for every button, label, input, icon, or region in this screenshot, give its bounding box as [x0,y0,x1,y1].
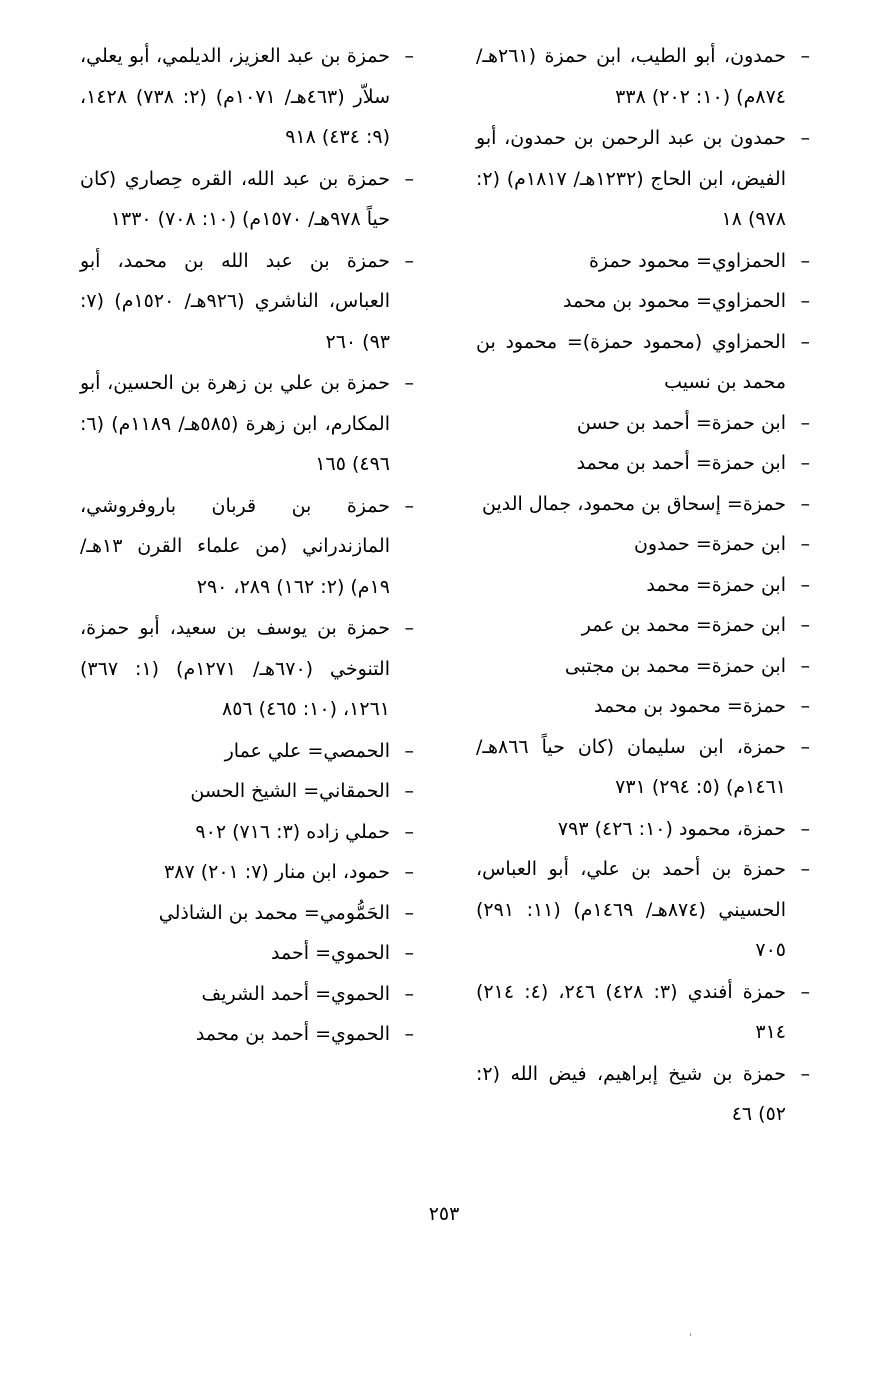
index-entry [80,771,416,812]
entry-dash: – [800,45,810,67]
entry-text: حمدون، أبو الطيب، ابن حمزة (٢٦١هـ/ ٨٧٤م) (١٠: ٢٠٢) ٣٣٨ [476,45,786,108]
entry-text: الحمزاوي= محمود حمزة [589,249,786,272]
index-entry [80,893,416,934]
index-entry [476,443,812,484]
index-entry [476,646,812,687]
entry-dash: – [800,290,810,312]
index-entry [476,849,812,971]
entry-dash: – [800,1062,810,1085]
entry-dash: – [404,780,414,802]
entry-dash: – [404,494,414,517]
entry-text: حمزة بن عبد العزيز، الديلمي، أبو يعلي، سلاّر (٤٦٣هـ/ ١٠٧١م) (٢: ٧٣٨) ١٤٢٨، (٩: ٤٣٤) ٩١٨ [80,45,390,148]
entry-dash: – [800,249,810,272]
entry-text: حمود، ابن منار (٧: ٢٠١) ٣٨٧ [164,861,390,883]
entry-dash: – [404,739,414,762]
entry-text: حمزة بن عبد الله بن محمد، أبو العباس، الناشري (٩٢٦هـ/ ١٥٢٠م) (٧: ٩٣) ٢٦٠ [80,249,390,353]
index-entry [80,1014,416,1055]
index-entry [476,118,812,240]
index-entry [80,486,416,608]
entry-dash: – [800,654,810,677]
entry-text: الحموي= أحمد بن محمد [195,1023,390,1045]
entry-dash: – [404,45,414,67]
entry-text: ابن حمزة= محمد [646,573,786,596]
entry-text: حمزة، ابن سليمان (كان حياً ٨٦٦هـ/ ١٤٦١م) (٥: ٢٩٤) ٧٣١ [476,735,786,798]
entry-text: حمزة بن عبد الله، القره حِصاري (كان حياً ٩٧٨هـ/ ١٥٧٠م) (١٠: ٧٠٨) ١٣٣٠ [80,167,390,230]
index-entry [476,686,812,727]
entry-text: حمزة بن علي بن زهرة بن الحسين، أبو المكارم، ابن زهرة (٥٨٥هـ/ ١١٨٩م) (٦: ٤٩٦) ١٦٥ [80,372,390,475]
entry-dash: – [800,980,810,1003]
index-entry [476,403,812,444]
entry-text: الحموي= أحمد الشريف [201,982,390,1005]
index-entry [80,933,416,974]
index-entry [476,565,812,606]
entry-dash: – [800,858,810,880]
index-entry [476,809,812,850]
entry-dash: – [404,617,414,639]
index-entry [80,241,416,363]
index-entry [80,812,416,853]
entry-dash: – [800,614,810,636]
entry-dash: – [404,942,414,964]
index-entry [476,1054,812,1135]
index-entry [80,974,416,1015]
entry-text: الحمصي= علي عمار [224,739,390,762]
index-entry [476,484,812,525]
index-entry [80,731,416,772]
entry-text: حمزة أفندي (٣: ٤٢٨) ٢٤٦، (٤: ٢١٤) ٣١٤ [476,980,786,1043]
entry-dash: – [800,533,810,555]
index-entry [80,363,416,485]
entry-dash: – [800,411,810,434]
index-entry [476,972,812,1053]
entry-text: حمزة بن قربان باروفروشي، المازندراني (من علماء القرن ١٣هـ/ ١٩م) (٢: ١٦٢) ٢٨٩، ٢٩٠ [80,494,390,598]
entry-dash: – [800,127,810,149]
index-entry [476,524,812,565]
entry-text: حمزة= إسحاق بن محمود، جمال الدين [482,492,786,515]
index-entry [80,852,416,893]
index-entry [80,159,416,240]
entry-text: حمزة، محمود (١٠: ٤٢٦) ٧٩٣ [557,817,786,840]
index-entry [80,36,416,158]
entry-dash: – [404,901,414,924]
entry-dash: – [800,817,810,840]
entry-dash: – [404,861,414,883]
entry-text: الحَمُّومي= محمد بن الشاذلي [158,901,390,924]
entry-text: الحمزاوي (محمود حمزة)= محمود بن محمد بن نسيب [476,330,786,393]
entry-text: حمدون بن عبد الرحمن بن حمدون، أبو الفيض، ابن الحاج (١٢٣٢هـ/ ١٨١٧م) (٢: ٩٧٨) ١٨ [476,127,786,230]
index-entry [80,608,416,730]
index-entry [476,241,812,282]
entry-text: حملي زاده (٣: ٧١٦) ٩٠٢ [195,820,390,843]
page-number: ٢٥٣ [428,1203,460,1225]
entry-dash: – [404,167,414,190]
scan-speck [690,1333,691,1336]
index-column-left [80,36,416,1055]
entry-text: حمزة بن يوسف بن سعيد، أبو حمزة، التنوخي (٦٧٠هـ/ ١٢٧١م) (١: ٣٦٧) ١٢٦١، (١٠: ٤٦٥) ٨٥٦ [80,617,390,720]
entry-dash: – [800,695,810,717]
entry-dash: – [404,372,414,394]
index-entry [476,36,812,117]
entry-text: الحمقاني= الشيخ الحسن [190,780,390,802]
index-entry [476,281,812,322]
entry-dash: – [800,330,810,353]
entry-text: ابن حمزة= محمد بن عمر [581,614,786,636]
entry-dash: – [404,249,414,272]
entry-text: ابن حمزة= حمدون [633,533,786,555]
entry-text: ابن حمزة= محمد بن مجتبى [564,654,786,677]
entry-dash: – [800,735,810,758]
entry-text: الحمزاوي= محمود بن محمد [562,290,786,312]
entry-text: حمزة بن شيخ إبراهيم، فيض الله (٢: ٥٢) ٤٦ [476,1062,786,1125]
entry-text: حمزة= محمود بن محمد [593,695,786,717]
entry-dash: – [800,573,810,596]
entry-text: حمزة بن أحمد بن علي، أبو العباس، الحسيني (٨٧٤هـ/ ١٤٦٩م) (١١: ٢٩١) ٧٠٥ [476,858,786,961]
entry-text: الحموي= أحمد [271,942,390,964]
entry-dash: – [404,820,414,843]
entry-dash: – [404,982,414,1005]
index-column-right [476,36,812,1136]
index-entry [476,322,812,403]
entry-text: ابن حمزة= أحمد بن حسن [576,411,786,434]
entry-dash: – [404,1023,414,1045]
index-entry [476,605,812,646]
entry-dash: – [800,492,810,515]
index-entry [476,727,812,808]
entry-text: ابن حمزة= أحمد بن محمد [576,452,786,474]
entry-dash: – [800,452,810,474]
